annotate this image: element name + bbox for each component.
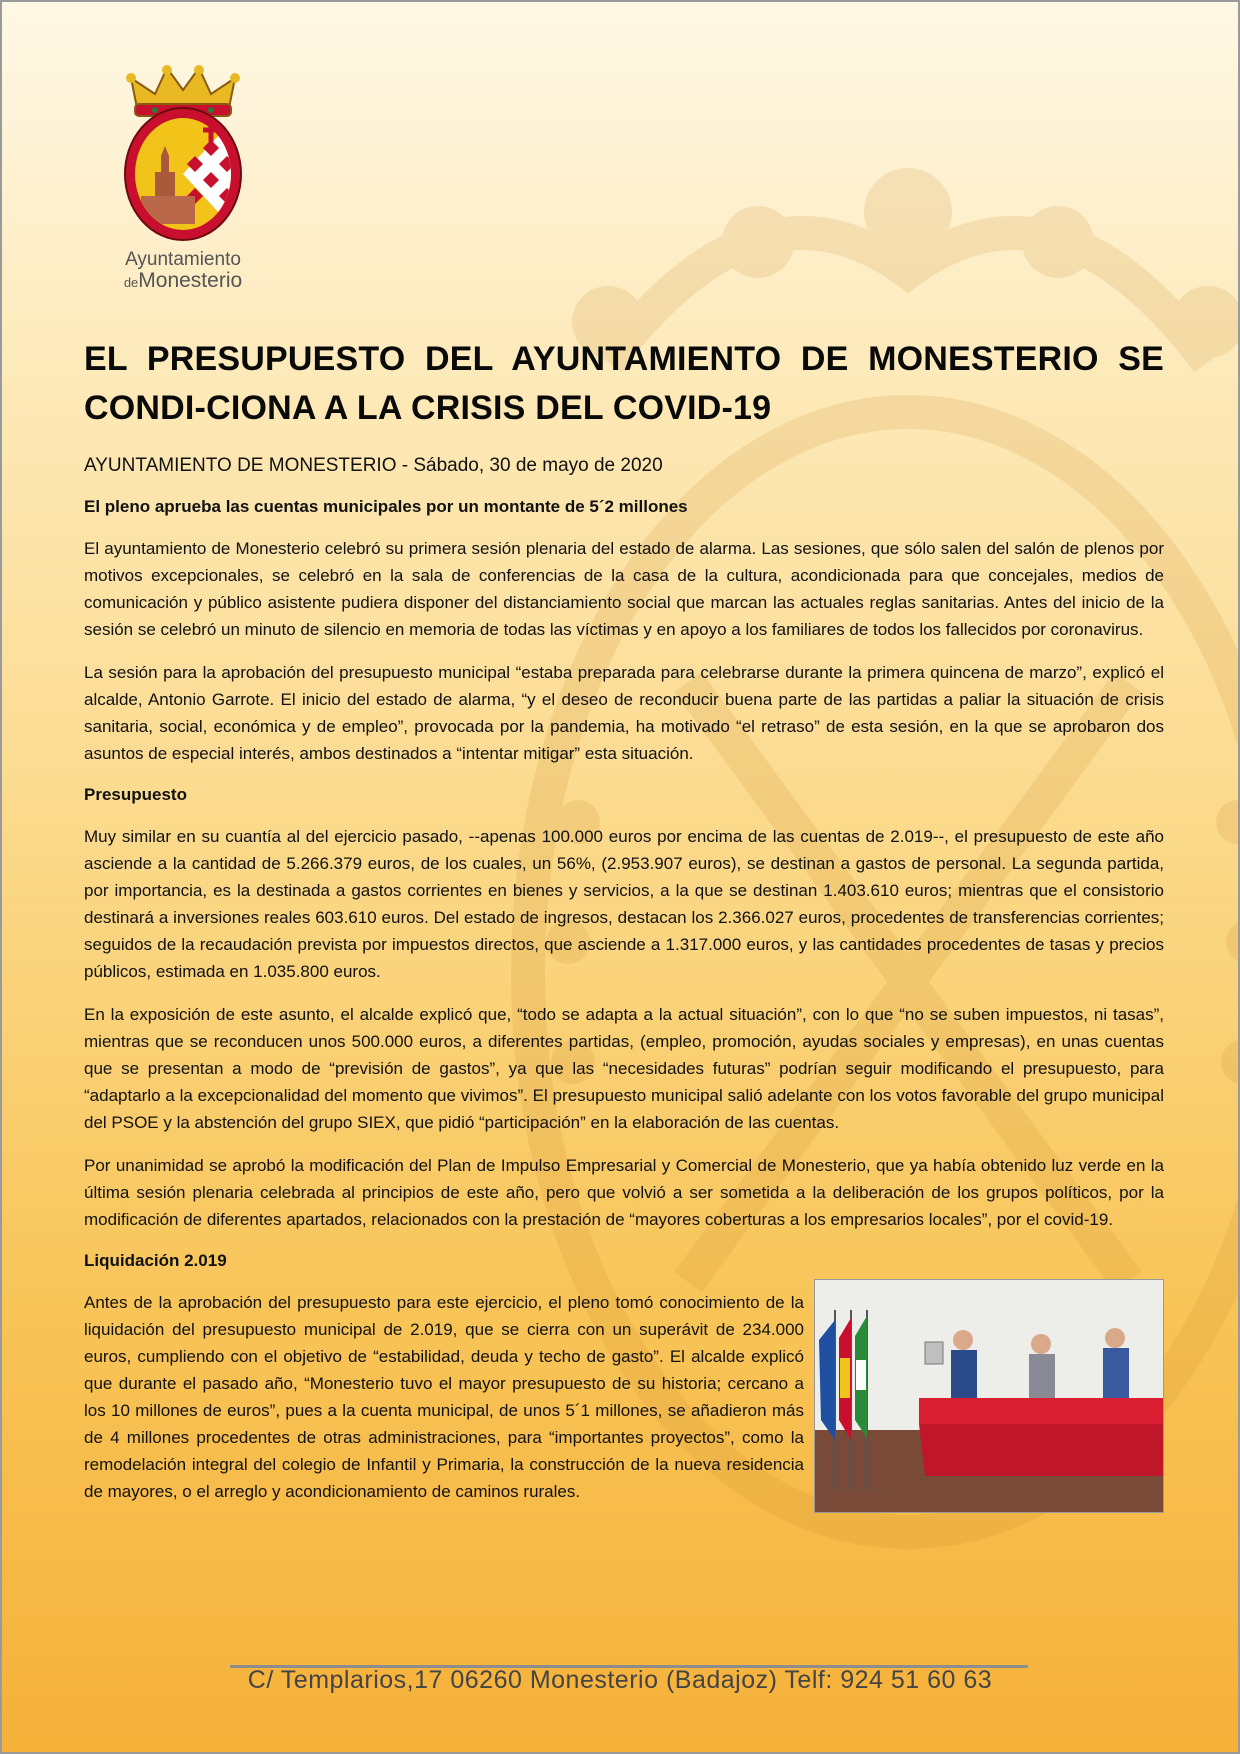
coat-of-arms-icon bbox=[117, 64, 249, 246]
logo-text-name: Monesterio bbox=[138, 269, 243, 292]
article-title: EL PRESUPUESTO DEL AYUNTAMIENTO DE MONESTERIO SE CONDI-CIONA A LA CRISIS DEL COVID-19 bbox=[84, 340, 1164, 427]
paragraph-5: Por unanimidad se aprobó la modificación del Plan de Impulso Empresarial y Comercial de Monesterio, que ya había obtenido luz verde en la última sesión plenaria celebrada al principios de este año, pero que volvió a ser sometida a la deliberación de los grupos políticos, por la modificación de diferentes apartados, relacionados con la prestación de “mayores coberturas a los empresarios locales”, por el covid-19. bbox=[84, 1156, 1164, 1229]
logo-text-ayuntamiento: Ayuntamiento bbox=[125, 249, 241, 270]
logo-text-de: de bbox=[123, 275, 139, 290]
section-heading-presupuesto: Presupuesto bbox=[84, 785, 187, 804]
footer-address: C/ Templarios,17 06260 Monesterio (Badajoz) Telf: 924 51 60 63 bbox=[247, 1666, 993, 1694]
municipal-logo bbox=[108, 64, 258, 294]
paragraph-1: El ayuntamiento de Monesterio celebró su primera sesión plenaria del estado de alarma. Las sesiones, que sólo salen del salón de plenos por motivos excepcionales, se celebró en la sala de conferencias de la casa de la cultura, acondicionada para que concejales, medios de comunicación y público asistente pudiera disponer del distanciamiento social que marcan las actuales reglas sanitarias. Antes del inicio de la sesión se celebró un minuto de silencio en memoria de todas las víctimas y en apoyo a los familiares de todos los fallecidos por coronavirus. bbox=[84, 539, 1164, 639]
article-dateline: AYUNTAMIENTO DE MONESTERIO - Sábado, 30 de mayo de 2020 bbox=[84, 455, 663, 476]
article-subheading: El pleno aprueba las cuentas municipales por un montante de 5´2 millones bbox=[84, 497, 688, 516]
logo-text-monesterio bbox=[108, 270, 258, 294]
plenary-session-image bbox=[815, 1280, 1163, 1512]
paragraph-2: La sesión para la aprobación del presupuesto municipal “estaba preparada para celebrarse durante la primera quincena de marzo”, explicó el alcalde, Antonio Garrote. El inicio del estado de alarma, “y el deseo de reconducir buena parte de las partidas a paliar la situación de crisis sanitaria, social, económica y de empleo”, provocada por la pandemia, ha motivado “el retraso” de esta sesión, en la que se aprobaron dos asuntos de especial interés, ambos destinados a “intentar mitigar” esta situación. bbox=[84, 663, 1164, 763]
section-heading-liquidacion: Liquidación 2.019 bbox=[84, 1251, 227, 1270]
session-photo bbox=[814, 1279, 1164, 1513]
paragraph-4: En la exposición de este asunto, el alcalde explicó que, “todo se adapta a la actual situación”, con lo que “no se suben impuestos, ni tasas”, mientras que se reconducen unos 500.000 euros, a diferentes partidas, (empleo, promoción, ayudas sociales y empresas), en unas cuentas que se presentan a modo de “previsión de gastos”, ya que las “necesidades futuras” podrían seguir modificando el presupuesto, para “adaptarlo a la excepcionalidad del momento que vivimos”. El presupuesto municipal salió adelante con los votos favorable del grupo municipal del PSOE y la abstención del grupo SIEX, que pidió “participación” en la elaboración de las cuentas. bbox=[84, 1005, 1164, 1132]
paragraph-3: Muy similar en su cuantía al del ejercicio pasado, --apenas 100.000 euros por encima de las cuentas de 2.019--, el presupuesto de este año asciende a la cantidad de 5.266.379 euros, de los cuales, un 56%, (2.953.907 euros), se destinan a gastos de personal. La segunda partida, por importancia, es la destinada a gastos corrientes en bienes y servicios, a la que se destinan 1.403.610 euros; mientras que el consistorio destinará a inversiones reales 603.610 euros. Del estado de ingresos, destacan los 2.366.027 euros, procedentes de transferencias corrientes; seguidos de la recaudación prevista por impuestos directos, que asciende a 1.317.000 euros, y las cantidades procedentes de tasas y precios públicos, estimada en 1.035.800 euros. bbox=[84, 827, 1164, 981]
paragraph-6: Antes de la aprobación del presupuesto para este ejercicio, el pleno tomó conocimiento de la liquidación del presupuesto municipal de 2.019, que se cierra con un superávit de 234.000 euros, cumpliendo con el objetivo de “estabilidad, deuda y techo de gasto”. El alcalde explicó que durante el pasado año, “Monesterio tuvo el mayor presupuesto de su historia; cercano a los 10 millones de euros”, pues a la cuenta municipal, de unos 5´1 millones, se añadieron más de 4 millones procedentes de otras administraciones, para “importantes proyectos”, como la remodelación integral del colegio de Infantil y Primaria, la construcción de la nueva residencia de mayores, o el arreglo y acondicionamiento de caminos rurales. bbox=[84, 1293, 804, 1501]
article bbox=[84, 335, 1164, 1505]
liquidacion-block bbox=[84, 1289, 1164, 1505]
